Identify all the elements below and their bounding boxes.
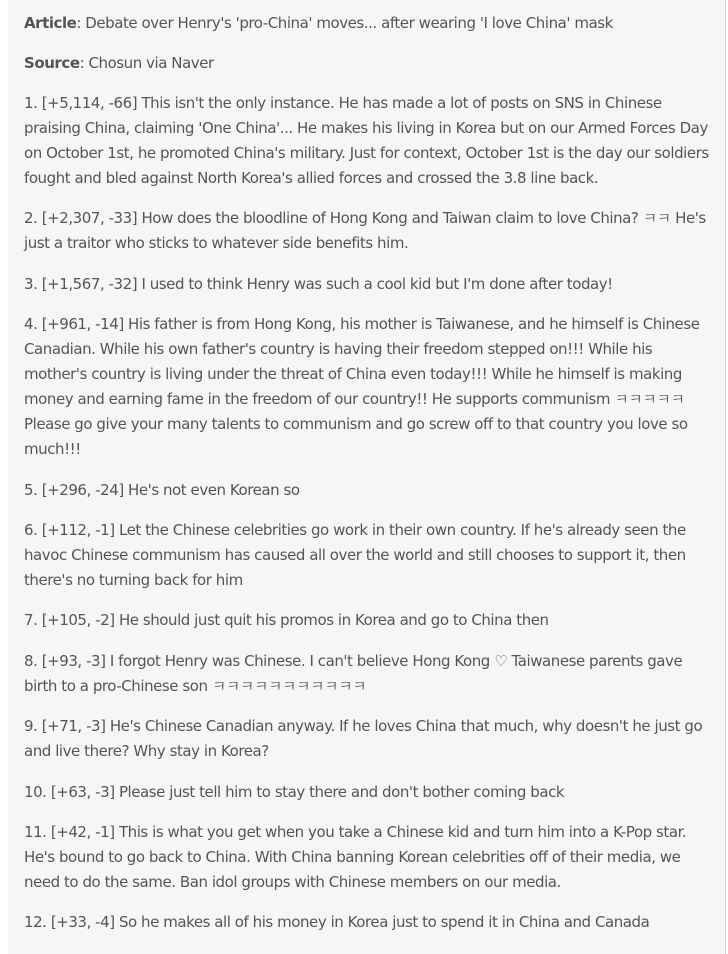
comment-item: 3. [+1,567, -32] I used to think Henry was such a cool kid but I'm done after today! — [24, 274, 613, 293]
comment-item: 4. [+961, -14] His father is from Hong Kong, his mother is Taiwanese, and he himself is Chinese Canadian. While his own father's country is having their freedom stepped on!!! While his mother's country is living under the threat of China even today!!! While he himself is making money and earning fame in the freedom of our country!! He supports communism ㅋㅋㅋㅋㅋ Please go give your many talents to communism and go screw off to that country you love so much!!! — [24, 315, 700, 459]
comment-item: 2. [+2,307, -33] How does the bloodline of Hong Kong and Taiwan claim to love China? ㅋㅋ He's just a traitor who sticks to whatever side benefits him. — [24, 209, 706, 253]
article-label: Article — [24, 14, 77, 32]
comment-item: 11. [+42, -1] This is what you get when you take a Chinese kid and turn him into a K-Pop star. He's bound to go back to China. With China banning Korean celebrities off of their media, we need to do the same. Ban idol groups with Chinese members on our media. — [24, 822, 687, 891]
post-content — [8, 0, 726, 954]
comment-item: 9. [+71, -3] He's Chinese Canadian anyway. If he loves China that much, why doesn't he just go and live there? Why stay in Korea? — [24, 717, 703, 761]
source-value: Chosun via Naver — [88, 54, 214, 72]
comment-item: 8. [+93, -3] I forgot Henry was Chinese. I can't believe Hong Kong ♡ Taiwanese parents gave birth to a pro-Chinese son ㅋㅋㅋㅋㅋㅋㅋㅋㅋㅋㅋ — [24, 651, 683, 695]
comment-item: 10. [+63, -3] Please just tell him to stay there and don't bother coming back — [24, 782, 565, 801]
article-line: Article: Debate over Henry's 'pro-China' moves... after wearing 'I love China' mask — [24, 14, 613, 32]
article-title: Debate over Henry's 'pro-China' moves... after wearing 'I love China' mask — [85, 14, 613, 32]
source-line: Source: Chosun via Naver — [24, 54, 214, 72]
comment-item: 7. [+105, -2] He should just quit his promos in Korea and go to China then — [24, 611, 549, 630]
comment-item: 1. [+5,114, -66] This isn't the only instance. He has made a lot of posts on SNS in Chinese praising China, claiming 'One China'... He makes his living in Korea but on our Armed Forces Day on October 1st, he promoted China's military. Just for context, October 1st is the day our soldiers fought and bled against North Korea's allied forces and crossed the 3.8 line back. — [24, 94, 709, 187]
comment-item: 5. [+296, -24] He's not even Korean so — [24, 480, 300, 499]
comment-item: 6. [+112, -1] Let the Chinese celebrities go work in their own country. If he's already seen the havoc Chinese communism has caused all over the world and still chooses to support it, then there's no turning back for him — [24, 520, 686, 589]
comment-item: 12. [+33, -4] So he makes all of his money in Korea just to spend it in China and Canada — [24, 913, 650, 932]
source-label: Source — [24, 54, 80, 72]
